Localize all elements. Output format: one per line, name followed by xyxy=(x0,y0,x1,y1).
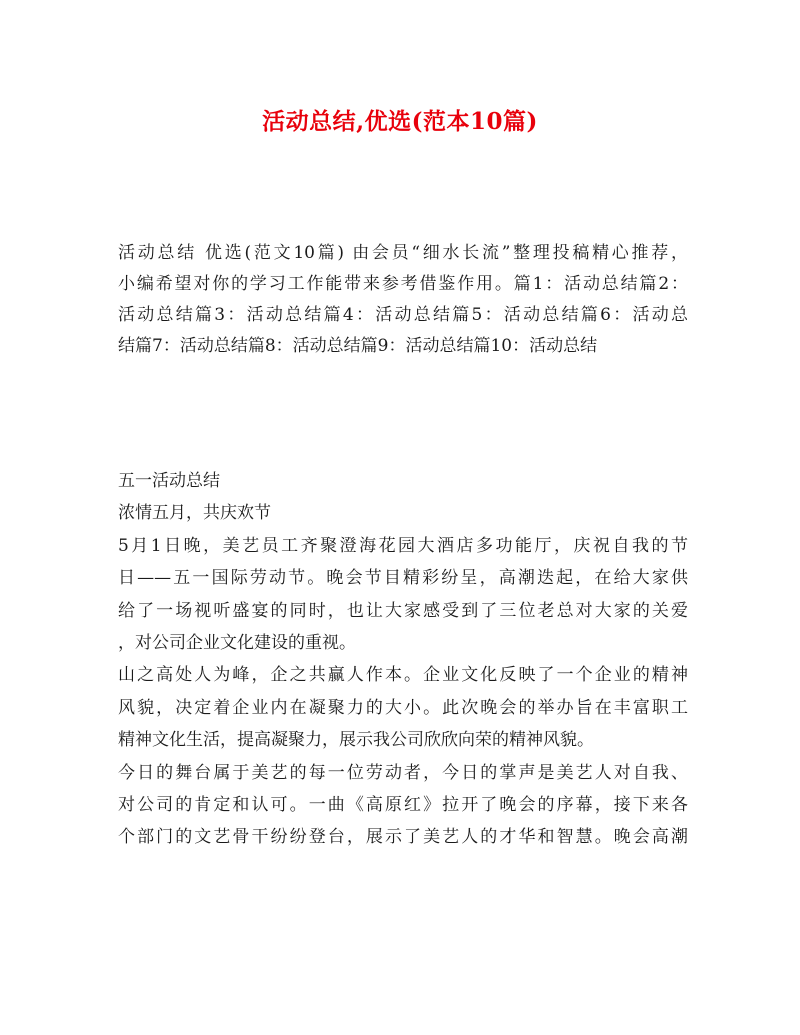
section-heading: 五一活动总结 xyxy=(118,471,220,491)
intro-line: 活动总结篇3：活动总结篇4：活动总结篇5：活动总结篇6：活动总 xyxy=(118,305,688,325)
intro-paragraph xyxy=(118,238,688,362)
paragraph xyxy=(118,530,688,660)
paragraph-line: 今日的舞台属于美艺的每一位劳动者，今日的掌声是美艺人对自我、 xyxy=(118,762,688,783)
intro-line: 结篇7：活动总结篇8：活动总结篇9：活动总结篇10：活动总结 xyxy=(118,336,598,356)
paragraph-line: 日——五一国际劳动节。晚会节目精彩纷呈，高潮迭起，在给大家供 xyxy=(118,568,688,589)
document-title: 活动总结,优选(范本10篇) xyxy=(262,108,538,135)
paragraph-line: 风貌，决定着企业内在凝聚力的大小。此次晚会的举办旨在丰富职工 xyxy=(118,697,688,718)
paragraph-line: 精神文化生活，提高凝聚力，展示我公司欣欣向荣的精神风貌。 xyxy=(118,730,594,751)
paragraph-line: ，对公司企业文化建设的重视。 xyxy=(118,632,356,653)
paragraph-line: 对公司的肯定和认可。一曲《高原红》拉开了晚会的序幕，接下来各 xyxy=(118,794,688,815)
paragraph-line: 山之高处人为峰，企之共赢人作本。企业文化反映了一个企业的精神 xyxy=(118,665,688,686)
subheading: 浓情五月，共庆欢节 xyxy=(118,503,271,524)
paragraph-line: 个部门的文艺骨干纷纷登台，展示了美艺人的才华和智慧。晚会高潮 xyxy=(118,827,688,848)
paragraph xyxy=(118,659,688,756)
document-body xyxy=(118,465,688,854)
paragraph-line: 5月1日晚，美艺员工齐聚澄海花园大酒店多功能厅，庆祝自我的节 xyxy=(118,535,688,556)
intro-line: 小编希望对你的学习工作能带来参考借鉴作用。篇1：活动总结篇2： xyxy=(118,274,688,294)
paragraph xyxy=(118,757,688,854)
intro-line: 活动总结 优选(范文10篇) 由会员“细水长流”整理投稿精心推荐， xyxy=(118,243,688,263)
paragraph-line: 给了一场视听盛宴的同时，也让大家感受到了三位老总对大家的关爱 xyxy=(118,600,688,621)
